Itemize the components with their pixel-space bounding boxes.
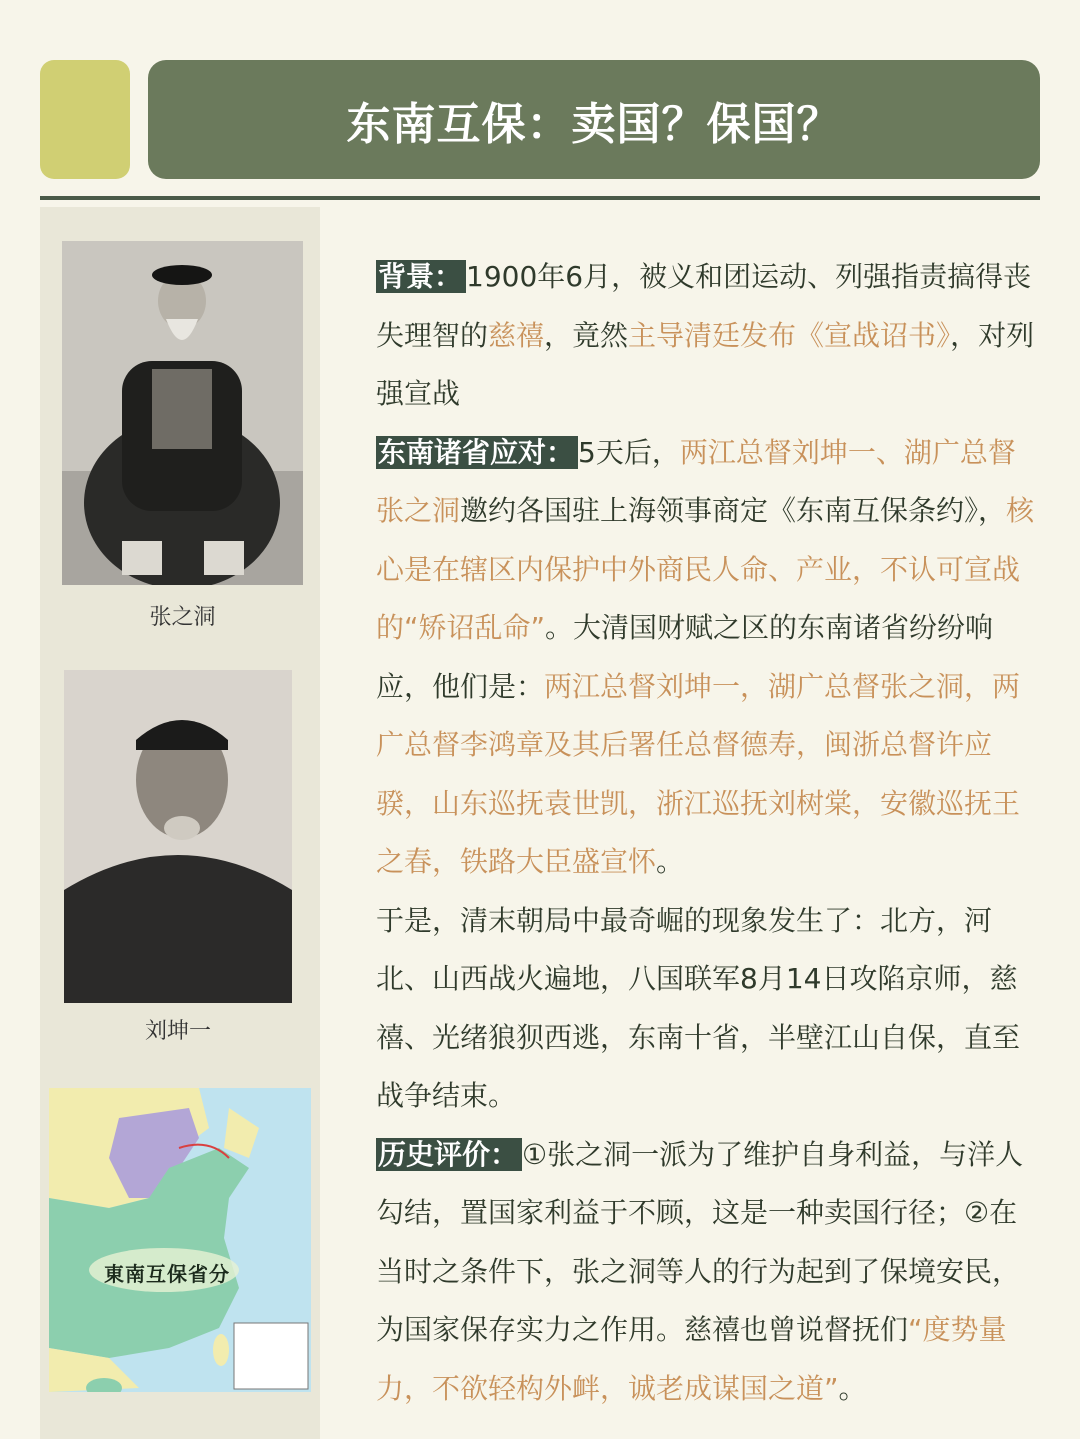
- highlight-text: 慈禧: [488, 318, 545, 352]
- title-bar: [148, 60, 1040, 179]
- tag-evaluation: 历史评价：: [376, 1138, 522, 1171]
- divider: [40, 196, 1040, 200]
- paragraph-outcome: [376, 892, 1040, 1126]
- paragraph-evaluation: [376, 1126, 1040, 1419]
- highlight-text: 主导清廷发布《宣战诏书》: [628, 318, 951, 352]
- map-label: 東南互保省分: [104, 1262, 230, 1286]
- text: ，对列强宣战: [376, 318, 1035, 410]
- highlight-text: 两江总督刘坤一、湖广总督张之洞: [376, 435, 1016, 527]
- text: ①张之洞一派为了维护自身利益，与洋人勾结，置国家利益于不顾，这是一种卖国行径；②在当时之条件下，张之洞等人的行为起到了保境安民，为国家保存实力之作用。慈禧也曾说督抚们: [376, 1137, 1024, 1346]
- paragraph-background: [376, 248, 1040, 424]
- highlight-text: 两江总督刘坤一，湖广总督张之洞，两广总督李鸿章及其后署任总督德寿，闽浙总督许应骙，山东巡抚袁世凯，浙江巡抚刘树棠，安徽巡抚王之春，铁路大臣盛宣怀: [376, 669, 1021, 878]
- tag-response: 东南诸省应对：: [376, 436, 578, 469]
- text: 于是，清末朝局中最奇崛的现象发生了：北方，河北、山西战火遍地，八国联军8月14日攻陷京师，慈禧、光绪狼狈西逃，东南十省，半壁江山自保，直至战争结束。: [376, 903, 1021, 1112]
- text: 。: [656, 845, 685, 878]
- highlight-text: “度势量力，不欲轻构外衅，诚老成谋国之道”: [376, 1313, 1007, 1405]
- text: ，竟然: [544, 318, 629, 352]
- text: 5天后，: [578, 435, 680, 469]
- photo-caption-zhang: 张之洞: [149, 605, 216, 630]
- page-title: 东南互保：卖国？保国？: [346, 98, 842, 150]
- paragraph-response: [376, 424, 1040, 892]
- highlight-text: 核心是在辖区内保护中外商民人命、产业，不认可宣战的“矫诏乱命”: [376, 494, 1035, 644]
- map-southeast-provinces: [49, 1088, 311, 1392]
- text: 。大清国财赋之区的东南诸省纷纷响应，他们是：: [376, 611, 994, 703]
- tag-background: 背景：: [376, 260, 466, 293]
- photo-caption-liu: 刘坤一: [144, 1019, 211, 1044]
- article-body: [376, 248, 1040, 1418]
- text: 邀约各国驻上海领事商定《东南互保条约》，: [460, 494, 1007, 527]
- text: 。: [838, 1371, 867, 1405]
- accent-block: [40, 60, 130, 179]
- portrait-zhang-zhidong: [62, 241, 303, 585]
- portrait-liu-kunyi: [64, 670, 292, 1003]
- text: 1900年6月，被义和团运动、列强指责搞得丧失理智的: [376, 260, 1032, 352]
